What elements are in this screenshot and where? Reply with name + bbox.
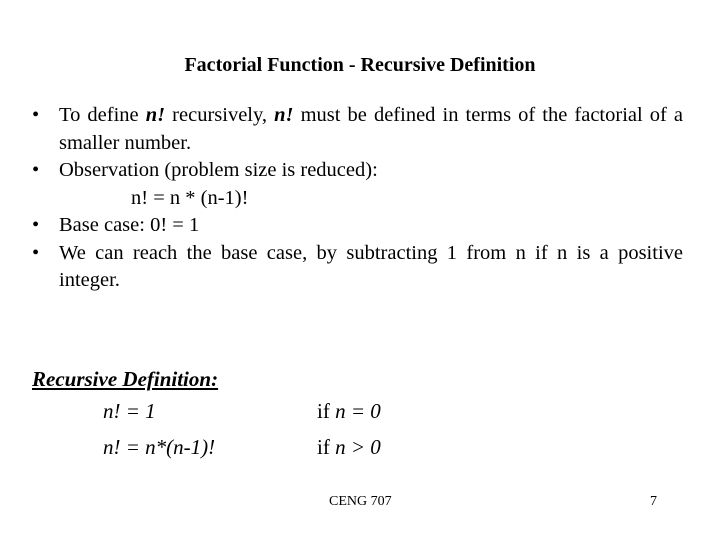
slide-title: Factorial Function - Recursive Definition: [184, 54, 536, 76]
condition-expression: n = 0: [335, 399, 381, 423]
footer-page-number: 7: [650, 494, 657, 509]
bullet-text: recursively,: [165, 104, 275, 126]
if-word: if: [317, 399, 336, 423]
definition-lhs-base: n! = 1: [103, 399, 156, 423]
recursive-definition-heading: Recursive Definition:: [32, 367, 219, 391]
bullet-text: Observation (problem size is reduced):: [59, 159, 378, 181]
observation-formula: n! = n * (n-1)!: [131, 186, 249, 209]
bullet-item-base-case: [32, 212, 683, 240]
bullet-text: Base case: 0! = 1: [59, 214, 200, 236]
condition-expression: n > 0: [335, 435, 381, 459]
bullet-marker: •: [32, 214, 40, 236]
bullet-text: To define: [59, 104, 146, 126]
bullet-marker: •: [32, 159, 40, 181]
definition-lhs-recursive: n! = n*(n-1)!: [103, 435, 216, 459]
bullet-text: We can reach the base case, by subtracting 1 from n if n is a positive integer.: [59, 241, 683, 291]
footer-course: CENG 707: [329, 494, 392, 509]
definition-condition-recursive: [317, 435, 381, 460]
bullet-item-recursive-definition: [32, 102, 683, 157]
definition-condition-base: [317, 399, 381, 424]
factorial-term: n!: [145, 104, 166, 126]
bullet-item-reach-base-case: [32, 240, 683, 295]
factorial-term: n!: [274, 104, 294, 126]
bullet-list: [32, 102, 683, 295]
if-word: if: [317, 435, 336, 459]
bullet-marker: •: [32, 104, 40, 126]
bullet-marker: •: [32, 241, 40, 264]
bullet-text: must be defined in terms of the factorial of a smaller number.: [59, 104, 684, 154]
bullet-item-observation: [32, 157, 683, 212]
